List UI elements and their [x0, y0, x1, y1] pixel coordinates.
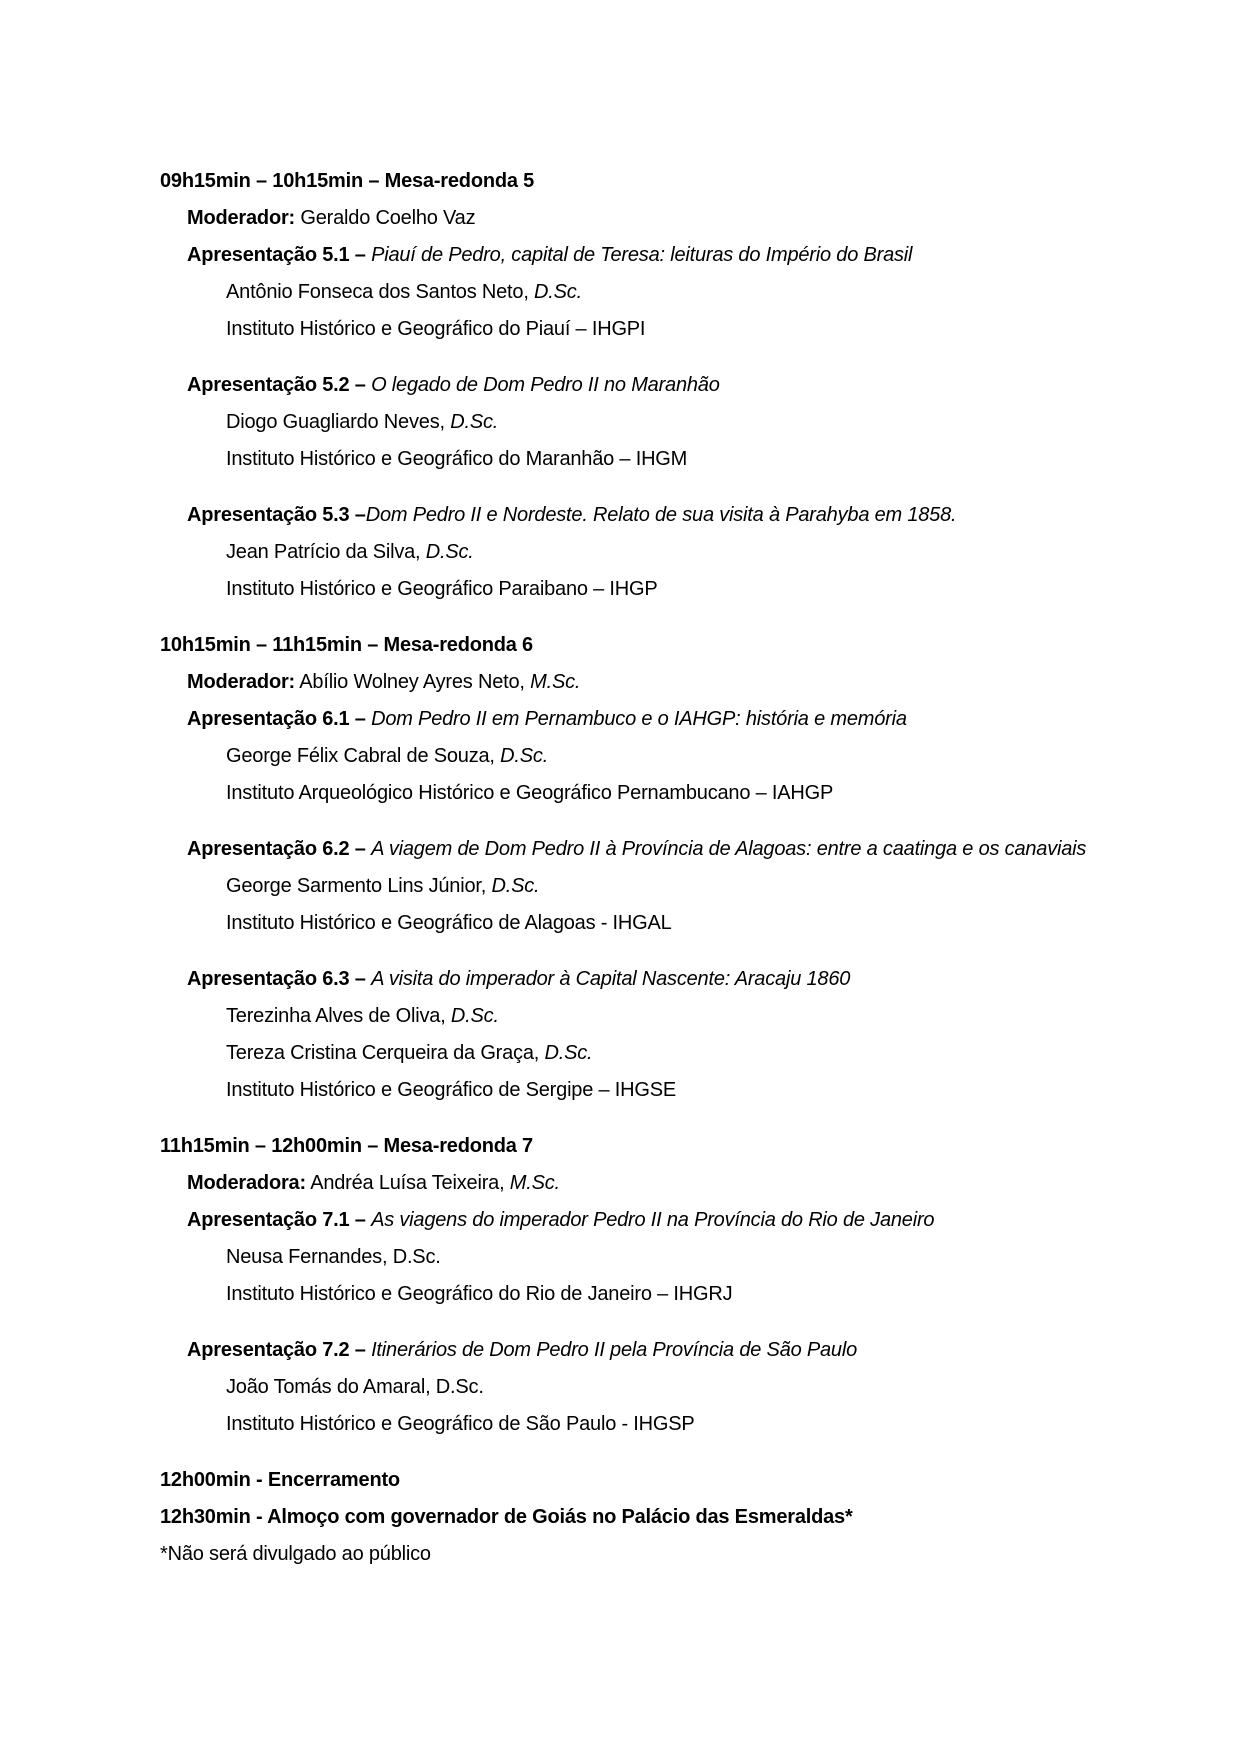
presentation-label: Apresentação 7.2 – [187, 1339, 372, 1361]
presentation-title: Dom Pedro II e Nordeste. Relato de sua visita à Parahyba em 1858. [365, 504, 957, 526]
session-mesa-redonda-6 [160, 627, 1181, 1109]
author-name: Tereza Cristina Cerqueira da Graça, [226, 1042, 545, 1064]
session-mesa-redonda-5 [160, 163, 1181, 608]
presentation-6-1 [160, 701, 1181, 812]
author-line [160, 868, 1181, 905]
presentation-heading [160, 701, 1181, 738]
author-name: Neusa Fernandes, D.Sc. [226, 1246, 441, 1268]
moderator-line [160, 1165, 1181, 1202]
moderator-name: Andréa Luísa Teixeira, [305, 1172, 510, 1194]
author-line [160, 1369, 1181, 1406]
presentation-heading [160, 237, 1181, 274]
presentation-title: A viagem de Dom Pedro II à Província de Alagoas: entre a caatinga e os canaviais [371, 838, 1087, 860]
author-name: Antônio Fonseca dos Santos Neto, [226, 281, 535, 303]
presentation-heading [160, 831, 1181, 868]
presentation-7-1 [160, 1202, 1181, 1313]
presentation-title: Piauí de Pedro, capital de Teresa: leituras do Império do Brasil [371, 244, 913, 266]
presentation-label: Apresentação 6.3 – [187, 968, 372, 990]
session-header: 10h15min – 11h15min – Mesa-redonda 6 [160, 634, 533, 656]
presentation-6-3 [160, 961, 1181, 1109]
institute-line: Instituto Histórico e Geográfico de Alagoas - IHGAL [226, 912, 672, 934]
moderator-name: Abílio Wolney Ayres Neto, [295, 671, 531, 693]
institute-line: Instituto Histórico e Geográfico do Maranhão – IHGM [226, 448, 688, 470]
author-credential: D.Sc. [450, 411, 499, 433]
presentation-5-3 [160, 497, 1181, 608]
author-name: George Sarmento Lins Júnior, [226, 875, 492, 897]
author-credential: D.Sc. [534, 281, 582, 303]
presentation-6-2 [160, 831, 1181, 942]
closing-line: 12h00min - Encerramento [160, 1469, 400, 1491]
session-header: 09h15min – 10h15min – Mesa-redonda 5 [160, 170, 535, 192]
presentation-title: Dom Pedro II em Pernambuco e o IAHGP: história e memória [371, 708, 907, 730]
moderator-credential: M.Sc. [530, 671, 581, 693]
public-note: *Não será divulgado ao público [160, 1543, 431, 1565]
author-line [160, 1035, 1181, 1072]
institute-line: Instituto Histórico e Geográfico Paraibano – IHGP [226, 578, 658, 600]
moderator-label: Moderador: [187, 207, 296, 229]
author-line [160, 998, 1181, 1035]
presentation-label: Apresentação 6.2 – [187, 838, 372, 860]
presentation-title: A visita do imperador à Capital Nascente: Aracaju 1860 [371, 968, 851, 990]
moderator-label: Moderadora: [187, 1172, 306, 1194]
institute-line: Instituto Histórico e Geográfico do Piauí – IHGPI [226, 318, 646, 340]
presentation-label: Apresentação 5.3 – [187, 504, 366, 526]
moderator-line [160, 664, 1181, 701]
institute-line: Instituto Histórico e Geográfico de Sergipe – IHGSE [226, 1079, 677, 1101]
author-credential: D.Sc. [425, 541, 474, 563]
session-mesa-redonda-7 [160, 1128, 1181, 1443]
presentation-heading [160, 961, 1181, 998]
presentation-label: Apresentação 5.1 – [187, 244, 372, 266]
institute-line: Instituto Arqueológico Histórico e Geográfico Pernambucano – IAHGP [226, 782, 834, 804]
presentation-title: O legado de Dom Pedro II no Maranhão [371, 374, 720, 396]
author-credential: D.Sc. [450, 1005, 499, 1027]
moderator-credential: M.Sc. [509, 1172, 560, 1194]
author-credential: D.Sc. [491, 875, 540, 897]
author-name: George Félix Cabral de Souza, [226, 745, 501, 767]
author-line [160, 534, 1181, 571]
presentation-5-1 [160, 237, 1181, 348]
session-header: 11h15min – 12h00min – Mesa-redonda 7 [160, 1135, 533, 1157]
lunch-line: 12h30min - Almoço com governador de Goiás no Palácio das Esmeraldas* [160, 1506, 853, 1528]
author-name: João Tomás do Amaral, D.Sc. [226, 1376, 484, 1398]
institute-line: Instituto Histórico e Geográfico do Rio de Janeiro – IHGRJ [226, 1283, 733, 1305]
author-credential: D.Sc. [544, 1042, 593, 1064]
presentation-title: Itinerários de Dom Pedro II pela Província de São Paulo [371, 1339, 858, 1361]
presentation-heading [160, 367, 1181, 404]
presentation-5-2 [160, 367, 1181, 478]
moderator-name: Geraldo Coelho Vaz [295, 207, 476, 229]
presentation-heading [160, 497, 1181, 534]
presentation-heading [160, 1202, 1181, 1239]
author-line [160, 738, 1181, 775]
presentation-label: Apresentação 5.2 – [187, 374, 372, 396]
author-name: Diogo Guagliardo Neves, [226, 411, 451, 433]
presentation-heading [160, 1332, 1181, 1369]
institute-line: Instituto Histórico e Geográfico de São Paulo - IHGSP [226, 1413, 695, 1435]
author-line [160, 274, 1181, 311]
moderator-line [160, 200, 1181, 237]
presentation-label: Apresentação 7.1 – [187, 1209, 372, 1231]
author-credential: D.Sc. [500, 745, 549, 767]
author-name: Terezinha Alves de Oliva, [226, 1005, 451, 1027]
author-line [160, 1239, 1181, 1276]
presentation-label: Apresentação 6.1 – [187, 708, 372, 730]
author-name: Jean Patrício da Silva, [226, 541, 426, 563]
presentation-7-2 [160, 1332, 1181, 1443]
author-line [160, 404, 1181, 441]
moderator-label: Moderador: [187, 671, 296, 693]
presentation-title: As viagens do imperador Pedro II na Província do Rio de Janeiro [371, 1209, 935, 1231]
